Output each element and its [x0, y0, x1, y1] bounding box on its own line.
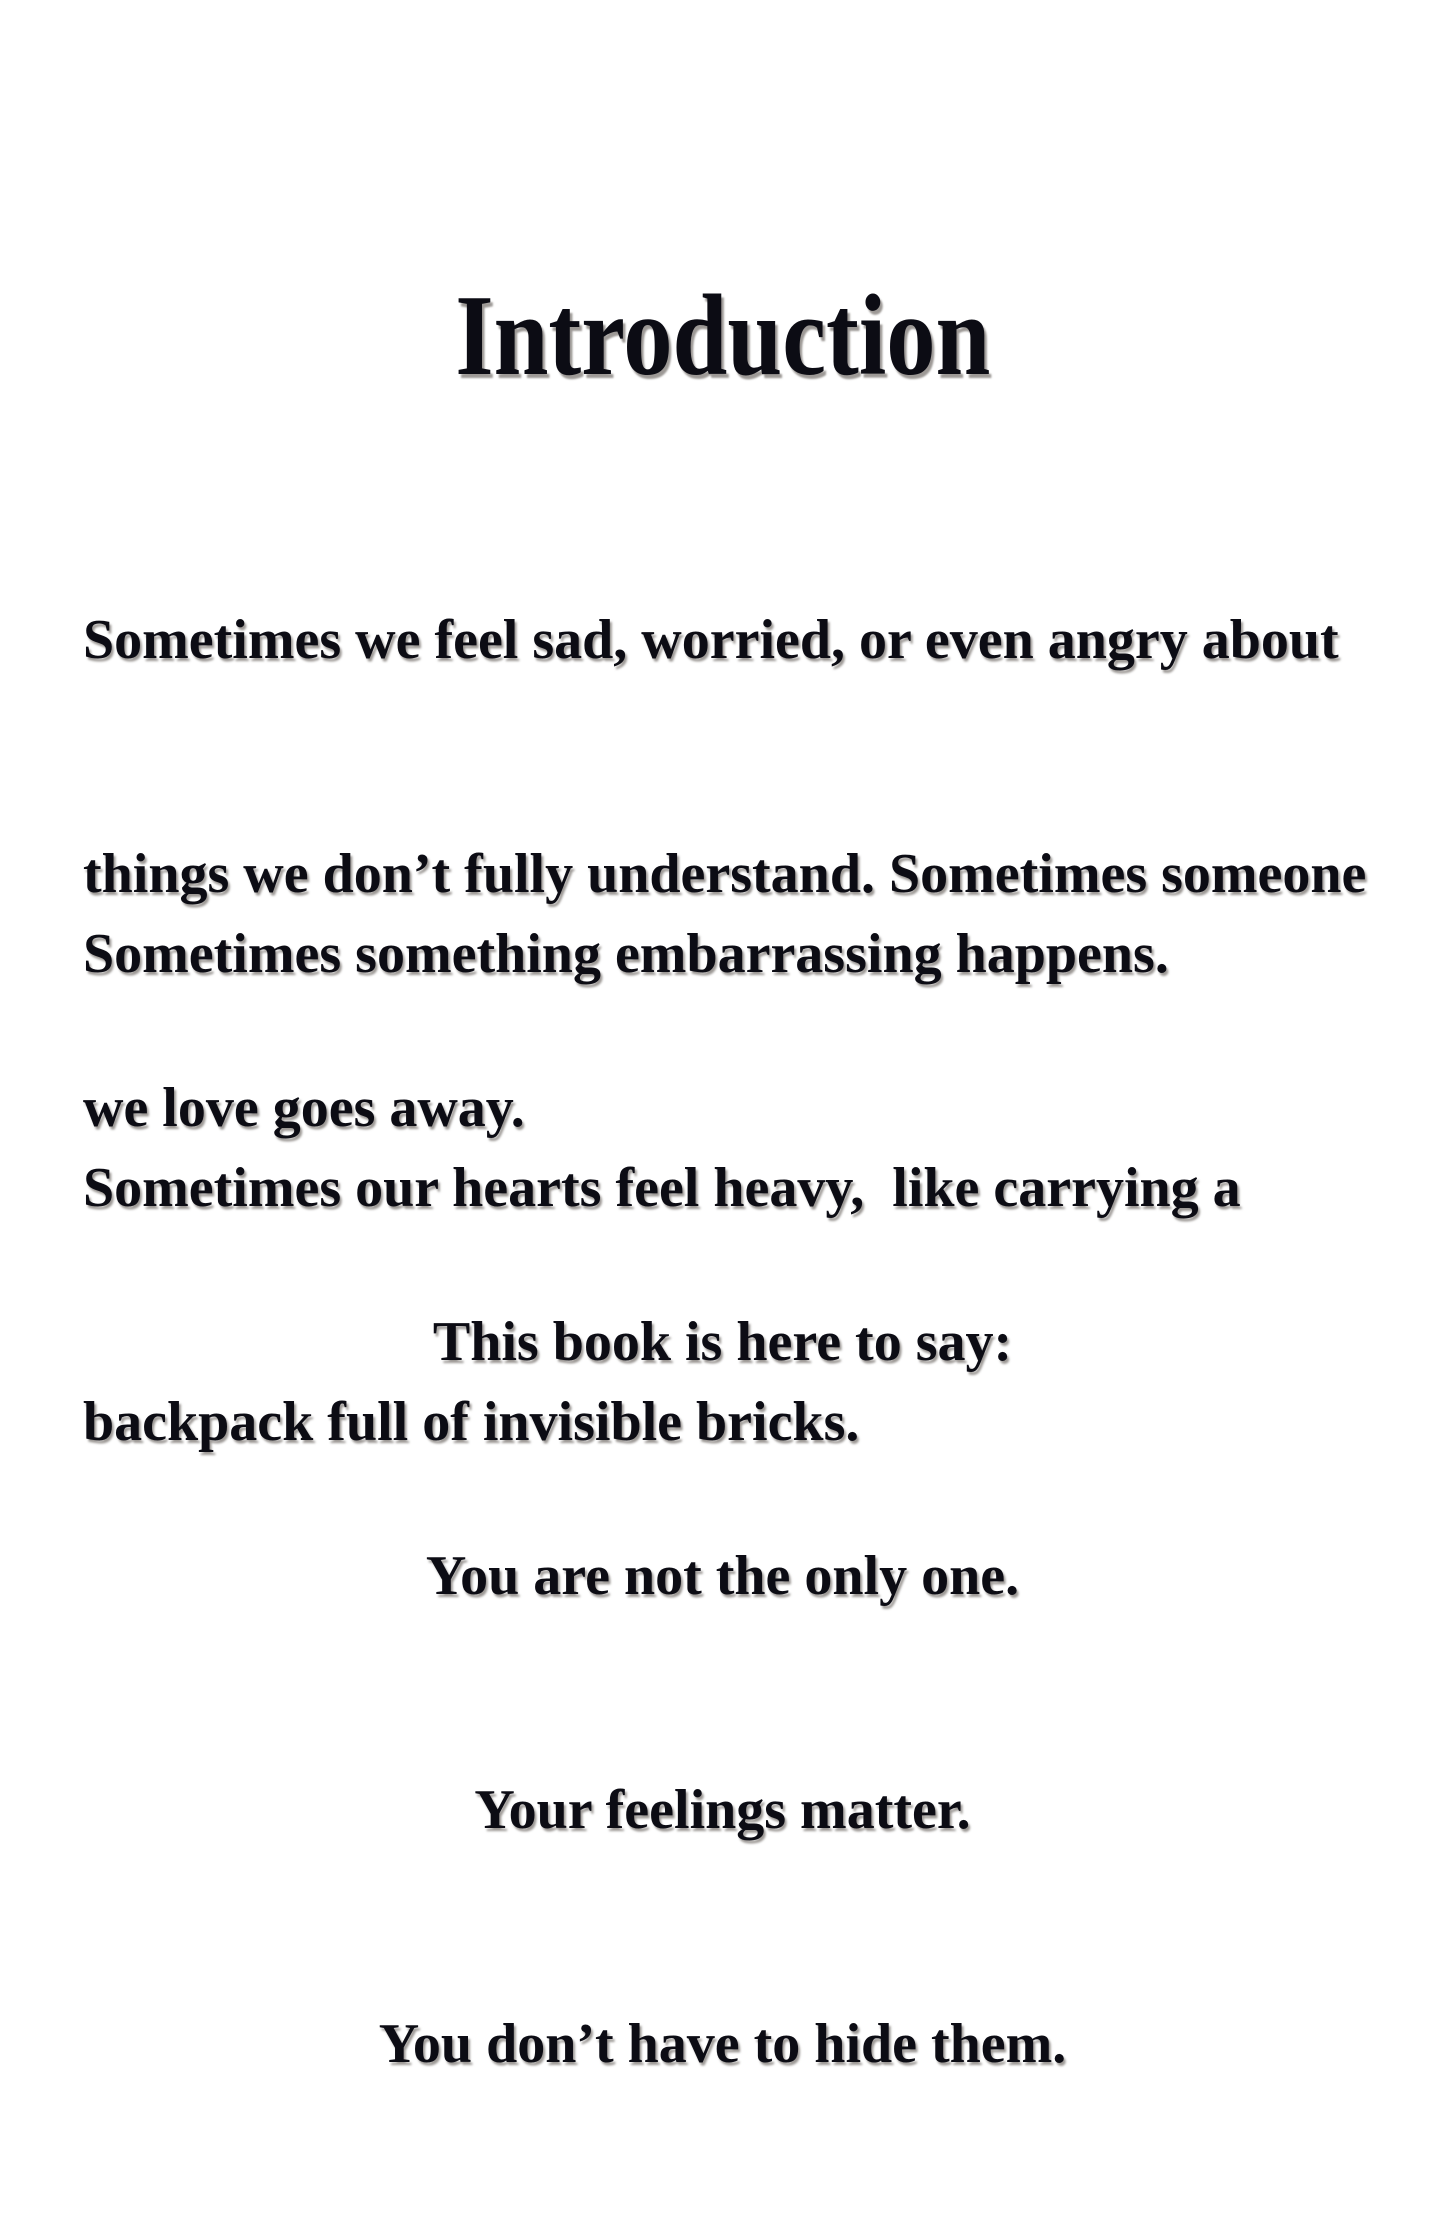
text-line: Sometimes our hearts feel heavy, like carrying a: [83, 1157, 1241, 1219]
text-line: Sometimes we feel sad, worried, or even angry about: [83, 609, 1339, 671]
text-line: we love goes away.: [83, 1077, 525, 1139]
text-line: This book is here to say:: [432, 1311, 1013, 1373]
text-line: Your feelings matter.: [474, 1779, 971, 1841]
text-line: You are not the only one.: [425, 1545, 1020, 1607]
text-line: Sometimes something embarrassing happens.: [83, 923, 1169, 985]
page-title: [0, 271, 1445, 400]
text-line: things we don’t fully understand. Sometimes someone: [83, 843, 1367, 905]
centered-message-block: [0, 1147, 1445, 2239]
page-title-text: Introduction: [454, 271, 991, 400]
text-line: You don’t have to hide them.: [378, 2013, 1067, 2075]
text-line: backpack full of invisible bricks.: [83, 1391, 860, 1453]
